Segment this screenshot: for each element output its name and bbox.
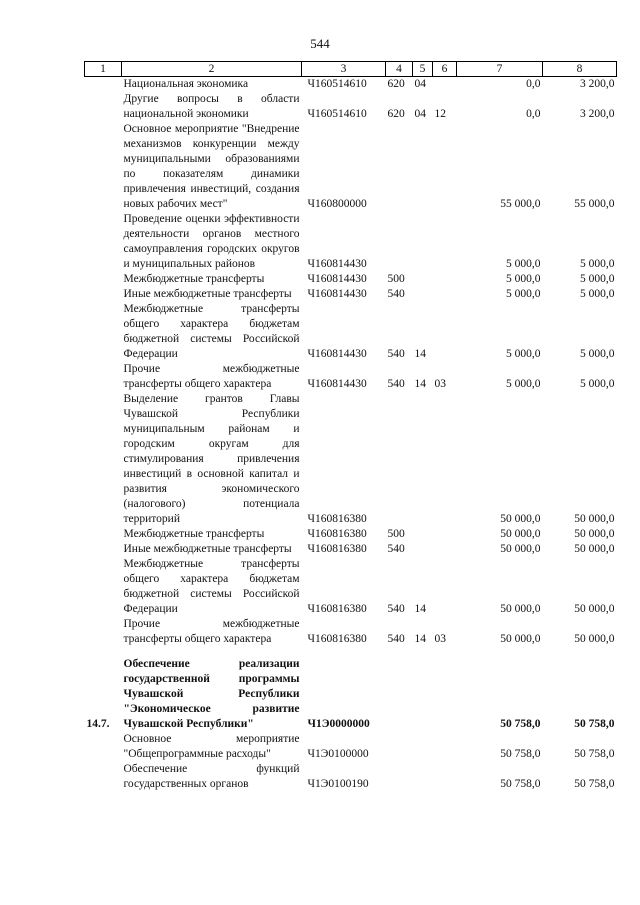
row-number	[85, 92, 122, 122]
row-value-8: 3 200,0	[580, 78, 615, 90]
row-value-7: 50 000,0	[500, 543, 541, 555]
row-col5	[413, 657, 433, 732]
column-header-3: 3	[302, 62, 386, 77]
row-value-7: 5 000,0	[506, 288, 541, 300]
row-col5	[413, 762, 433, 792]
row-code: Ч160816380	[307, 528, 367, 540]
row-col5: 04	[414, 78, 426, 90]
row-value-7: 5 000,0	[506, 348, 541, 360]
column-header-4: 4	[386, 62, 413, 77]
row-col6	[433, 77, 457, 93]
row-name: Национальная экономика	[123, 78, 249, 90]
row-col4	[386, 392, 413, 527]
row-col5: 14	[414, 348, 426, 360]
row-col4: 540	[387, 348, 405, 360]
spacer-cell	[543, 647, 617, 657]
row-col6	[433, 287, 457, 302]
row-code: Ч160814430	[307, 258, 367, 270]
row-name: Выделение грантов Главы Чувашской Республики муниципальным районам и городским округам для стимулирования привлечения инвестиций в основной капитал и развития экономического (налогового) потенциала территорий	[123, 393, 300, 525]
row-col5	[413, 542, 433, 557]
row-number	[85, 617, 122, 647]
row-number	[85, 527, 122, 542]
row-value-8: 5 000,0	[580, 273, 615, 285]
row-value-7: 55 000,0	[500, 198, 541, 210]
table-body	[85, 77, 617, 793]
row-name: Межбюджетные трансферты	[123, 273, 265, 285]
row-code: Ч1Э0000000	[307, 718, 370, 730]
row-value-7: 50 758,0	[500, 748, 541, 760]
table-row	[85, 392, 617, 527]
row-col4	[386, 122, 413, 212]
table-row	[85, 92, 617, 122]
row-col4: 500	[387, 273, 405, 285]
row-code: Ч160816380	[307, 513, 367, 525]
row-col6	[433, 212, 457, 272]
table-row	[85, 617, 617, 647]
table-row	[85, 122, 617, 212]
table-row	[85, 542, 617, 557]
row-code: Ч160514610	[307, 108, 367, 120]
row-number	[85, 77, 122, 93]
row-col5	[413, 122, 433, 212]
row-value-8: 50 758,0	[574, 718, 615, 730]
row-value-7: 50 758,0	[500, 778, 541, 790]
row-col4	[386, 732, 413, 762]
row-name: Иные межбюджетные трансферты	[123, 288, 292, 300]
table-row	[85, 557, 617, 617]
row-name: Прочие межбюджетные трансферты общего характера	[123, 618, 300, 645]
row-col4: 620	[387, 78, 405, 90]
row-col5	[413, 287, 433, 302]
row-name: Основное мероприятие "Внедрение механизмов конкуренции между муниципальными образованиями по показателям динамики привлечения инвестиций, создания новых рабочих мест"	[123, 123, 300, 210]
row-col6	[433, 542, 457, 557]
row-value-8: 50 000,0	[574, 528, 615, 540]
row-number	[85, 272, 122, 287]
row-name: Межбюджетные трансферты	[123, 528, 265, 540]
row-code: Ч160514610	[307, 78, 367, 90]
column-header-2: 2	[122, 62, 302, 77]
spacer-cell	[122, 647, 302, 657]
row-name: Обеспечение функций государственных органов	[123, 763, 300, 790]
row-col4	[386, 212, 413, 272]
row-value-7: 50 000,0	[500, 603, 541, 615]
row-col6: 12	[434, 108, 446, 120]
table-row	[85, 527, 617, 542]
column-header-5: 5	[413, 62, 433, 77]
row-col4: 540	[387, 378, 405, 390]
row-col6	[433, 122, 457, 212]
row-number	[85, 557, 122, 617]
row-code: Ч160814430	[307, 273, 367, 285]
row-number: 14.7.	[86, 718, 110, 730]
row-number	[85, 362, 122, 392]
column-header-7: 7	[457, 62, 543, 77]
row-value-8: 50 758,0	[574, 748, 615, 760]
row-code: Ч160816380	[307, 543, 367, 555]
spacer-cell	[386, 647, 413, 657]
row-value-7: 5 000,0	[506, 258, 541, 270]
row-number	[85, 542, 122, 557]
table-row	[85, 362, 617, 392]
row-name: Прочие межбюджетные трансферты общего характера	[123, 363, 300, 390]
row-col5: 14	[414, 633, 426, 645]
row-col4: 540	[387, 633, 405, 645]
row-number	[85, 762, 122, 792]
row-value-7: 0,0	[526, 108, 541, 120]
row-col4: 540	[387, 543, 405, 555]
spacer-cell	[85, 647, 122, 657]
row-name: Другие вопросы в области национальной экономики	[123, 93, 300, 120]
row-col5: 04	[414, 108, 426, 120]
row-code: Ч160814430	[307, 288, 367, 300]
row-col4: 620	[387, 108, 405, 120]
row-col6	[433, 527, 457, 542]
spacer-cell	[433, 647, 457, 657]
row-value-7: 5 000,0	[506, 378, 541, 390]
table-row	[85, 287, 617, 302]
row-col4: 500	[387, 528, 405, 540]
row-col6	[433, 392, 457, 527]
row-code: Ч1Э0100000	[307, 748, 369, 760]
row-name: Межбюджетные трансферты общего характера бюджетам бюджетной системы Российской Федерации	[123, 558, 300, 615]
row-col6	[433, 657, 457, 732]
table-header-row	[85, 62, 617, 77]
row-code: Ч160816380	[307, 633, 367, 645]
row-col4	[386, 762, 413, 792]
table-row	[85, 762, 617, 792]
row-name: Обеспечение реализации государственной программы Чувашской Республики "Экономическое развитие Чувашской Республики"	[123, 658, 300, 730]
row-col5	[413, 272, 433, 287]
row-value-7: 5 000,0	[506, 273, 541, 285]
row-value-7: 0,0	[526, 78, 541, 90]
row-col5	[413, 732, 433, 762]
row-col4: 540	[387, 288, 405, 300]
row-value-8: 5 000,0	[580, 258, 615, 270]
row-value-8: 5 000,0	[580, 378, 615, 390]
row-col5: 14	[414, 603, 426, 615]
table-row	[85, 272, 617, 287]
row-value-7: 50 758,0	[500, 718, 541, 730]
row-col4	[386, 657, 413, 732]
row-value-8: 55 000,0	[574, 198, 615, 210]
row-number	[85, 302, 122, 362]
row-number	[85, 287, 122, 302]
table-row	[85, 77, 617, 93]
row-value-8: 50 000,0	[574, 633, 615, 645]
row-number	[85, 212, 122, 272]
row-name: Основное мероприятие "Общепрограммные расходы"	[123, 733, 300, 760]
row-value-8: 5 000,0	[580, 288, 615, 300]
row-col6: 03	[434, 378, 446, 390]
row-col5: 14	[414, 378, 426, 390]
row-col6	[433, 272, 457, 287]
row-number	[85, 392, 122, 527]
row-value-8: 50 000,0	[574, 543, 615, 555]
row-col5	[413, 527, 433, 542]
row-value-8: 50 000,0	[574, 513, 615, 525]
spacer-cell	[457, 647, 543, 657]
table-row	[85, 212, 617, 272]
row-value-7: 50 000,0	[500, 633, 541, 645]
row-value-8: 5 000,0	[580, 348, 615, 360]
row-value-8: 50 758,0	[574, 778, 615, 790]
row-col6	[433, 557, 457, 617]
table-row	[85, 657, 617, 732]
row-number	[85, 732, 122, 762]
table-row	[85, 302, 617, 362]
row-col6	[433, 302, 457, 362]
row-col5	[413, 212, 433, 272]
spacer-cell	[413, 647, 433, 657]
table-row	[85, 732, 617, 762]
row-col6: 03	[434, 633, 446, 645]
row-col5	[413, 392, 433, 527]
row-code: Ч1Э0100190	[307, 778, 369, 790]
budget-table	[84, 61, 617, 792]
row-name: Проведение оценки эффективности деятельности органов местного самоуправления городских округов и муниципальных районов	[123, 213, 300, 270]
row-value-8: 3 200,0	[580, 108, 615, 120]
page-number: 544	[310, 36, 330, 51]
row-name: Межбюджетные трансферты общего характера бюджетам бюджетной системы Российской Федерации	[123, 303, 300, 360]
row-name: Иные межбюджетные трансферты	[123, 543, 292, 555]
row-value-8: 50 000,0	[574, 603, 615, 615]
row-code: Ч160814430	[307, 378, 367, 390]
column-header-8: 8	[543, 62, 617, 77]
row-col4: 540	[387, 603, 405, 615]
column-header-6: 6	[433, 62, 457, 77]
row-value-7: 50 000,0	[500, 528, 541, 540]
row-value-7: 50 000,0	[500, 513, 541, 525]
column-header-1: 1	[85, 62, 122, 77]
row-code: Ч160816380	[307, 603, 367, 615]
row-number	[85, 122, 122, 212]
row-code: Ч160800000	[307, 198, 367, 210]
row-col6	[433, 762, 457, 792]
row-code: Ч160814430	[307, 348, 367, 360]
spacer-row	[85, 647, 617, 657]
spacer-cell	[302, 647, 386, 657]
row-col6	[433, 732, 457, 762]
